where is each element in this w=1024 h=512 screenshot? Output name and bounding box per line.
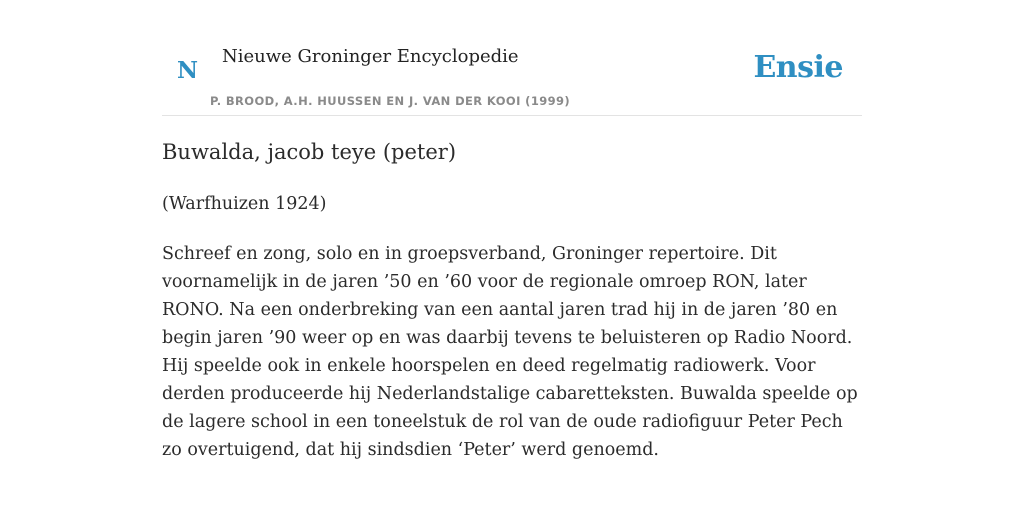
source-authors: P. BROOD, A.H. HUUSSEN EN J. VAN DER KOOI (1999) <box>210 94 571 108</box>
source-title[interactable]: Nieuwe Groninger Encyclopedie <box>222 46 519 67</box>
entry-body: Schreef en zong, solo en in groepsverband, Groninger repertoire. Dit voornamelijk in de jaren ’50 en ’60 voor de regionale omroep RON, later RONO. Na een onderbreking van een aantal jaren trad hij in de jaren ’80 en begin jaren ’90 weer op en was daarbij tevens te beluisteren op Radio Noord. Hij speelde ook in enkele hoorspelen en deed regelmatig radiowerk. Voor derden produceerde hij Nederlandstalige cabaretteksten. Buwalda speelde op de lagere school in een toneelstuk de rol van de oude radiofiguur Peter Pech zo overtuigend, dat hij sindsdien ‘Peter’ werd genoemd. <box>162 244 858 460</box>
entry-title: Buwalda, jacob teye (peter) <box>162 140 457 164</box>
source-logo[interactable]: N <box>177 57 199 84</box>
entry-subtitle: (Warfhuizen 1924) <box>162 194 327 214</box>
ensie-logo[interactable]: Ensie <box>753 50 843 85</box>
source-header <box>162 36 862 116</box>
